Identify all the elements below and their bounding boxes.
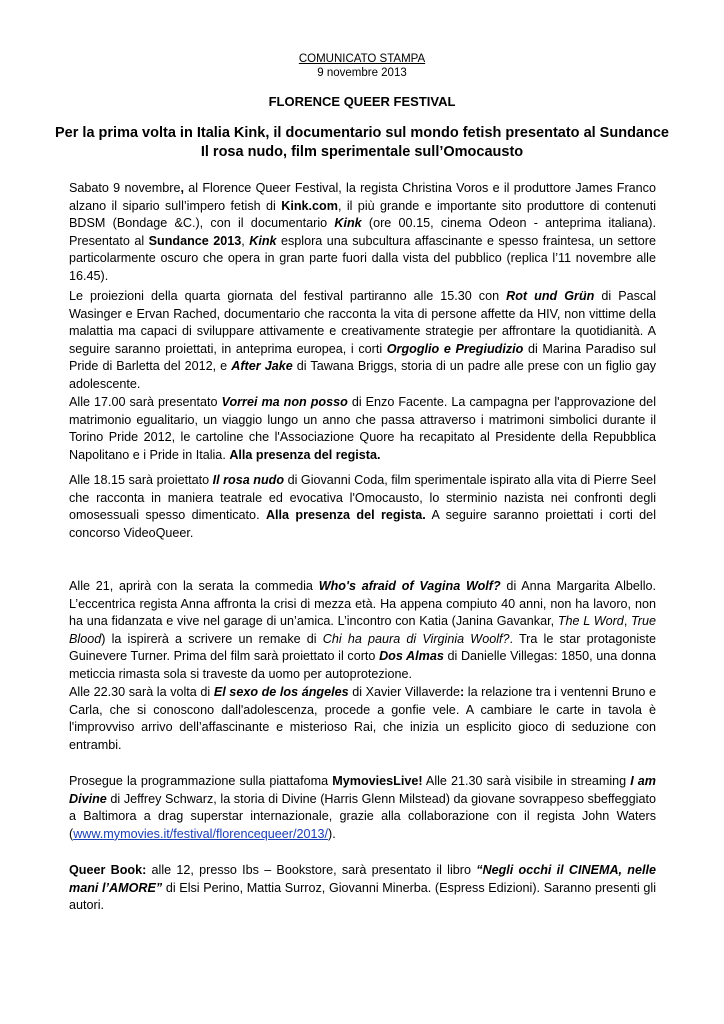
text: al Florence Queer Festival, la regista Christina Voros e il produttore James Franco alzano il sipario sull’impero fetish di [69, 181, 656, 213]
text: A seguire saranno proiettati i corti del concorso VideoQueer. [69, 508, 656, 540]
festival-name: FLORENCE QUEER FESTIVAL [268, 94, 456, 109]
text-bold: Alla presenza del regista. [265, 508, 426, 523]
text: Alle 17.00 sarà presentato [69, 395, 222, 409]
text-bold: Alla presenza del regista. [229, 447, 381, 462]
text: Prosegue la programmazione sulla piattafoma [69, 774, 333, 788]
text: , il più grande e importante sito produttore di contenuti BDSM (Bondage &C.), con il documentario [69, 198, 656, 231]
title-line-2: Il rosa nudo, film sperimentale sull’Omocausto [200, 144, 524, 160]
text: di Anna Margarita Albello. L’eccentrica regista Anna affronta la crisi di mezza età. Ha appena compiuto 40 anni, non ha lavoro, non ha una fidanzata e vive nel garage di un’amica. L’incontro con Katia (Janina Gavankar, [69, 579, 656, 629]
title-line-1: Per la prima volta in Italia Kink, il documentario sul mondo fetish presentato al Sundance [55, 125, 669, 141]
text-bold: , [180, 181, 184, 195]
film-title: El sexo de los ángeles [213, 685, 349, 699]
film-title: Dos Almas [379, 649, 444, 664]
paragraph-queer-book [69, 862, 656, 915]
paragraph-rot-und-gruen [69, 288, 656, 394]
text: di Enzo Facente. La campagna per l'approvazione del matrimonio egualitario, un viaggio lungo un anno che passa attraverso i matrimoni simbolici durante il Torino Pride 2012, le cartoline che l'Associazione Quore ha recapitato al Presidente della Repubblica Napolitano e i Pride in Italia. [69, 395, 656, 462]
text: (ore 00.15, cinema Odeon - anteprima italiana). Presentato al [69, 216, 656, 248]
text: Alle 18.15 sarà proiettato [69, 473, 213, 487]
paragraph-vagina-wolf [69, 578, 656, 684]
mymovies-link[interactable]: www.mymovies.it/festival/florencequeer/2013/ [73, 826, 328, 841]
text: Le proiezioni della quarta giornata del festival partiranno alle 15.30 con [69, 289, 507, 303]
text: di Pascal Wasinger e Ervan Rached, documentario che racconta la vita di persone affette da HIV, non vittime della malattia ma capaci di sviluppare attivamente e creativamente strategie per affrontare la quotidianità. A seguire saranno proiettati, in anteprima europea, i corti [69, 289, 656, 356]
film-title: Il rosa nudo [212, 473, 285, 487]
text: di Elsi Perino, Mattia Surroz, Giovanni Minerba. (Espress Edizioni). Saranno presenti gli autori. [69, 880, 656, 913]
text: ). [328, 826, 336, 841]
text: la relazione tra i ventenni Bruno e Carla, che si conoscono dall'adolescenza, procede a gonfie vele. A cambiare le carte in tavola è l'improvviso arrivo dell’affascinante e misterioso Rai, che inizia un esplicito gioco di seduzione con entrambi. [69, 685, 656, 752]
text: Alle 22.30 sarà la volta di [69, 685, 214, 699]
text: di Jeffrey Schwarz, la storia di Divine (Harris Glenn Milstead) da giovane sovrappeso sbeffeggiato a Baltimora a drag superstar internazionale, grazie alla collaborazione con il regista John Waters ( [69, 791, 656, 841]
press-release-label: COMUNICATO STAMPA [298, 53, 426, 65]
text: di Marina Paradiso sul Pride di Barletta del 2012, e [69, 341, 656, 374]
film-title: Kink [334, 216, 362, 231]
paragraph-mymovies [69, 773, 656, 843]
press-release-date: 9 novembre 2013 [317, 67, 407, 79]
text-bold: : [459, 685, 465, 699]
text: ) la ispirerà a scrivere un remake di [101, 631, 323, 646]
show-title: The L Word [557, 614, 624, 629]
page-title [30, 124, 694, 162]
paragraph-rosa-nudo [69, 472, 656, 542]
text: esplora una subcultura affascinante e spesso fraintesa, un settore particolarmente oscuro che opera in gran parte fuori dalla vista del pubblico (replica l’11 novembre alle 16.45). [69, 233, 656, 283]
text: Alle 21, aprirà con la serata la commedia [69, 579, 319, 593]
text-bold: Queer Book: [69, 863, 147, 877]
show-title: True Blood [69, 614, 657, 646]
text: Sabato 9 novembre [69, 181, 181, 195]
text: Alle 21.30 sarà visibile in streaming [422, 774, 631, 788]
film-title: After Jake [231, 359, 293, 374]
text-bold: MymoviesLive! [332, 774, 423, 788]
text: , [241, 233, 250, 248]
text-bold: Kink.com [281, 198, 338, 213]
film-title: Orgoglio e Pregiudizio [386, 341, 524, 356]
film-title: I am Divine [69, 774, 657, 806]
text: di Giovanni Coda, film sperimentale ispirato alla vita di Pierre Seel che racconta in maniera teatrale ed evocativa l'Omocausto, lo sterminio nazista nei confronti degli omosessuali spesso dimenticato. [69, 473, 656, 523]
text: alle 12, presso Ibs – Bookstore, sarà presentato il libro [146, 863, 477, 877]
film-title: Kink [249, 233, 277, 248]
paragraph-kink [69, 180, 656, 286]
text: . Tra le star protagoniste Guinevere Turner. Prima del film sarà proiettato il corto [69, 631, 656, 664]
text-bold: Sundance 2013 [148, 233, 242, 248]
text: , [623, 614, 632, 629]
film-title: Who's afraid of Vagina Wolf? [318, 579, 501, 593]
text: di Danielle Villegas: 1850, una donna meticcia rimasta sola si traveste da uomo per autoprotezione. [69, 649, 656, 681]
text: di Tawana Briggs, storia di un padre alle prese con un figlio gay adolescente. [69, 359, 657, 391]
paragraph-vorrei [69, 394, 656, 464]
film-title: Chi ha paura di Virginia Woolf? [322, 631, 510, 646]
text: di Xavier Villaverde [348, 685, 460, 699]
film-title: Vorrei ma non posso [221, 395, 348, 409]
book-title: “Negli occhi il CINEMA, nelle mani l’AMORE” [69, 863, 656, 895]
paragraph-sexo-angeles [69, 684, 656, 754]
film-title: Rot und Grün [506, 289, 595, 303]
